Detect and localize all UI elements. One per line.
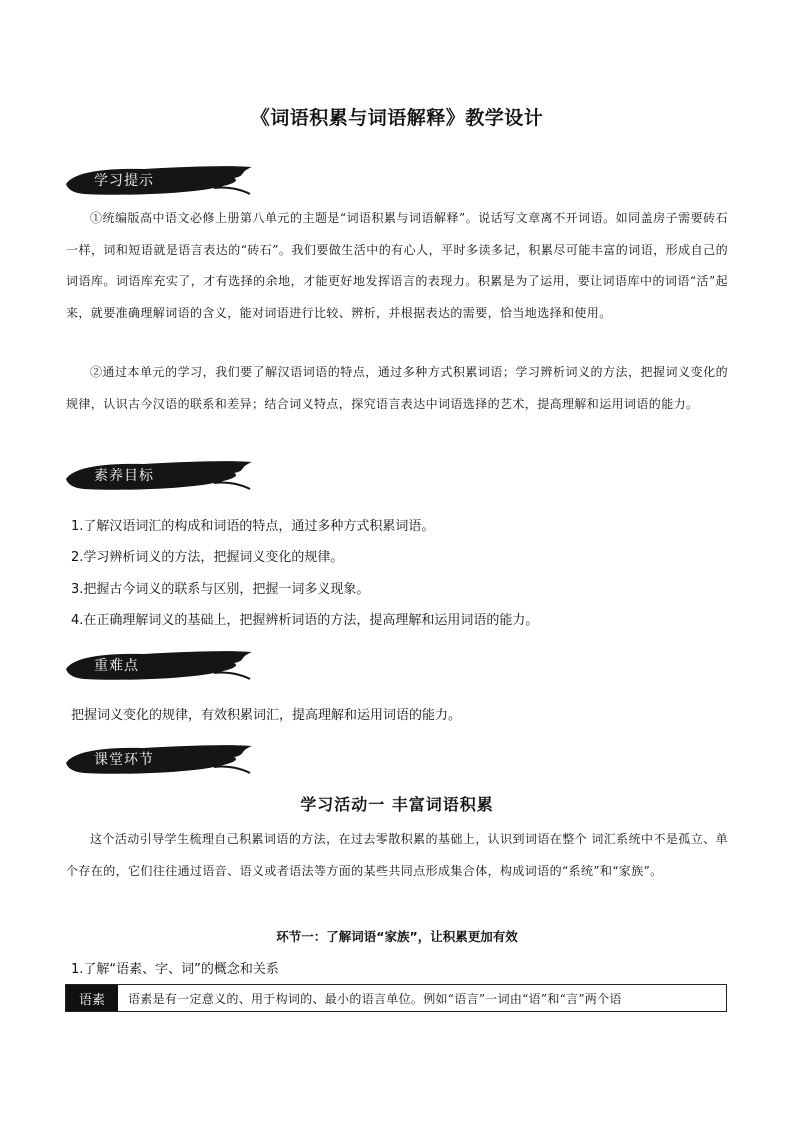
section-banner-tips: [64, 164, 254, 198]
section-title-key-points: 重难点: [94, 658, 139, 674]
step-item-1: 1.了解“语素、字、词”的概念和关系: [71, 962, 279, 977]
section-title-classroom: 课堂环节: [94, 752, 154, 768]
goal-item: 3.把握古今词义的联系与区别，把握一词多义现象。: [71, 582, 370, 597]
goal-item: 4.在正确理解词义的基础上，把握辨析词语的方法，提高理解和运用词语的能力。: [71, 613, 539, 628]
brush-stroke-icon: [64, 743, 254, 777]
key-points-text: 把握词义变化的规律，有效积累词汇，提高理解和运用词语的能力。: [71, 708, 462, 723]
section-banner-goals: [64, 459, 254, 493]
section-banner-classroom: [64, 743, 254, 777]
activity-title: 学习活动一 丰富词语积累: [300, 795, 494, 814]
page-title: 《词语积累与词语解释》教学设计: [250, 107, 544, 129]
goal-item: 2.学习辨析词义的方法，把握词义变化的规律。: [71, 550, 344, 565]
brush-stroke-icon: [64, 459, 254, 493]
goal-item: 1.了解汉语词汇的构成和词语的特点，通过多种方式积累词语。: [71, 519, 435, 534]
definition-table: [65, 984, 727, 1012]
definition-term: 语素: [66, 985, 118, 1011]
activity-intro: 这个活动引导学生梳理自己积累词语的方法，在过去零散积累的基础上，认识到词语在整个 词汇系统中不是孤立、单个存在的，它们往往通过语音、语义或者语法等方面的某些共同点形成集合体，构成词语的“系统”和“家族”。: [66, 832, 728, 878]
brush-stroke-icon: [64, 649, 254, 683]
tips-paragraph-1: ①统编版高中语文必修上册第八单元的主题是“词语积累与词语解释”。说话写文章离不开词语。如同盖房子需要砖石一样，词和短语就是语言表达的“砖石”。我们要做生活中的有心人，平时多读多记，积累尽可能丰富的词语，形成自己的词语库。词语库充实了，才有选择的余地，才能更好地发挥语言的表现力。积累是为了运用，要让词语库中的词语“活”起来，就要准确理解词语的含义，能对词语进行比较、辨析，并根据表达的需要，恰当地选择和使用。: [66, 211, 728, 320]
section-title-tips: 学习提示: [94, 173, 154, 189]
section-banner-key-points: [64, 649, 254, 683]
section-title-goals: 素养目标: [94, 468, 154, 484]
definition-text: 语素是有一定意义的、用于构词的、最小的语言单位。例如“语言”一词由“语”和“言”两个语: [128, 991, 622, 1006]
brush-stroke-icon: [64, 164, 254, 198]
tips-paragraph-2: ②通过本单元的学习，我们要了解汉语词语的特点，通过多种方式积累词语；学习辨析词义的方法，把握词义变化的规律，认识古今汉语的联系和差异；结合词义特点，探究语言表达中词语选择的艺术，提高理解和运用词语的能力。: [66, 365, 728, 411]
step-title: 环节一：了解词语“家族”，让积累更加有效: [276, 929, 518, 944]
